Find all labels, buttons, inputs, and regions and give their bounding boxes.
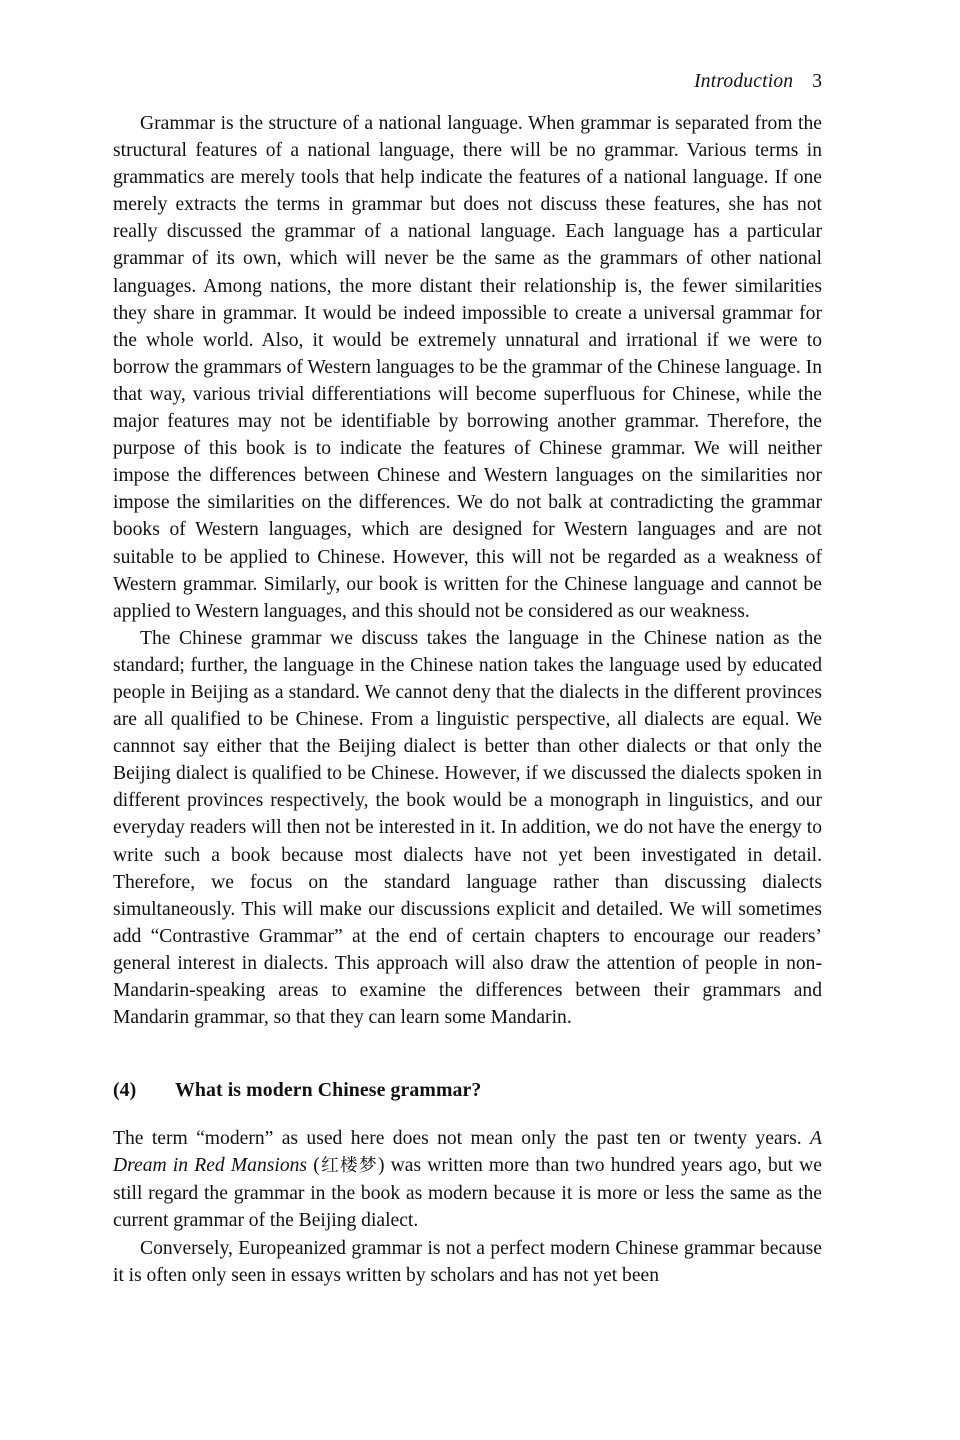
- book-title-dream-red-mansions: A Dream in Red Mansions: [113, 1128, 822, 1177]
- heading-spacer-above: [113, 1031, 822, 1077]
- paragraph-chinese-grammar-standard: The Chinese grammar we discuss takes the language in the Chinese nation as the standard; further, the language in the Chinese nation takes the language used by educated people in Beijing as a standard. We cannot deny that the dialects in the different provinces are all qualified to be Chinese. From a linguistic perspective, all dialects are equal. We cannnot say either that the Beijing dialect is better than other dialects or that only the Beijing dialect is qualified to be Chinese. However, if we discussed the dialects spoken in different provinces respectively, the book would be a monograph in linguistics, and our everyday readers will then not be interested in it. In addition, we do not have the energy to write such a book because most dialects have not yet been investigated in detail. Therefore, we focus on the standard language rather than discussing dialects simultaneously. This will make our discussions explicit and detailed. We will sometimes add “Contrastive Grammar” at the end of certain chapters to encourage our readers’ general interest in dialects. This approach will also draw the attention of people in non-Mandarin-speaking areas to examine the differences between their grammars and Mandarin grammar, so that they can learn some Mandarin.: [113, 627, 822, 1029]
- modern-term-paren-open: (: [307, 1155, 320, 1177]
- section-heading: [113, 1077, 822, 1104]
- book-title-chinese: 红楼梦: [319, 1156, 378, 1177]
- running-head-title: Introduction: [694, 71, 794, 92]
- running-head: [113, 72, 822, 92]
- section-heading-number: (4): [113, 1079, 137, 1102]
- text-block: [113, 110, 822, 1289]
- page-number: 3: [812, 71, 822, 92]
- paragraph-europeanized-grammar: Conversely, Europeanized grammar is not a perfect modern Chinese grammar because it is often only seen in essays written by scholars and has not yet been: [113, 1237, 822, 1286]
- modern-term-lead: The term “modern” as used here does not mean only the past ten or twenty years.: [113, 1128, 811, 1150]
- section-heading-text: What is modern Chinese grammar?: [175, 1079, 482, 1102]
- paragraph-grammar-structure: Grammar is the structure of a national language. When grammar is separated from the structural features of a national language, there will be no grammar. Various terms in grammatics are merely tools that help indicate the features of a national language. If one merely extracts the terms in grammar but does not discuss these features, she has not really discussed the grammar of a national language. Each language has a particular grammar of its own, which will never be the same as the grammars of other national languages. Among nations, the more distant their relationship is, the fewer similarities they share in grammar. It would be indeed impossible to create a universal grammar for the whole world. Also, it would be extremely unnatural and irrational if we were to borrow the grammars of Western languages to be the grammar of the Chinese language. In that way, various trivial differentiations will become superfluous for Chinese, while the major features may not be identifiable by borrowing another grammar. Therefore, the purpose of this book is to indicate the features of Chinese grammar. We will neither impose the differences between Chinese and Western languages on the similarities nor impose the similarities on the differences. We do not balk at contradicting the grammar books of Western languages, which are designed for Western languages and are not suitable to be applied to Chinese. However, this will not be regarded as a weakness of Western grammar. Similarly, our book is written for the Chinese language and cannot be applied to Western languages, and this should not be considered as our weakness.: [113, 113, 822, 622]
- paragraph-modern-term: [113, 1125, 822, 1234]
- heading-spacer-below: [113, 1104, 822, 1125]
- modern-term-tail: ) was written more than two hundred years ago, but we still regard the grammar in the book as modern because it is more or less the same as the current grammar of the Beijing dialect.: [113, 1155, 822, 1232]
